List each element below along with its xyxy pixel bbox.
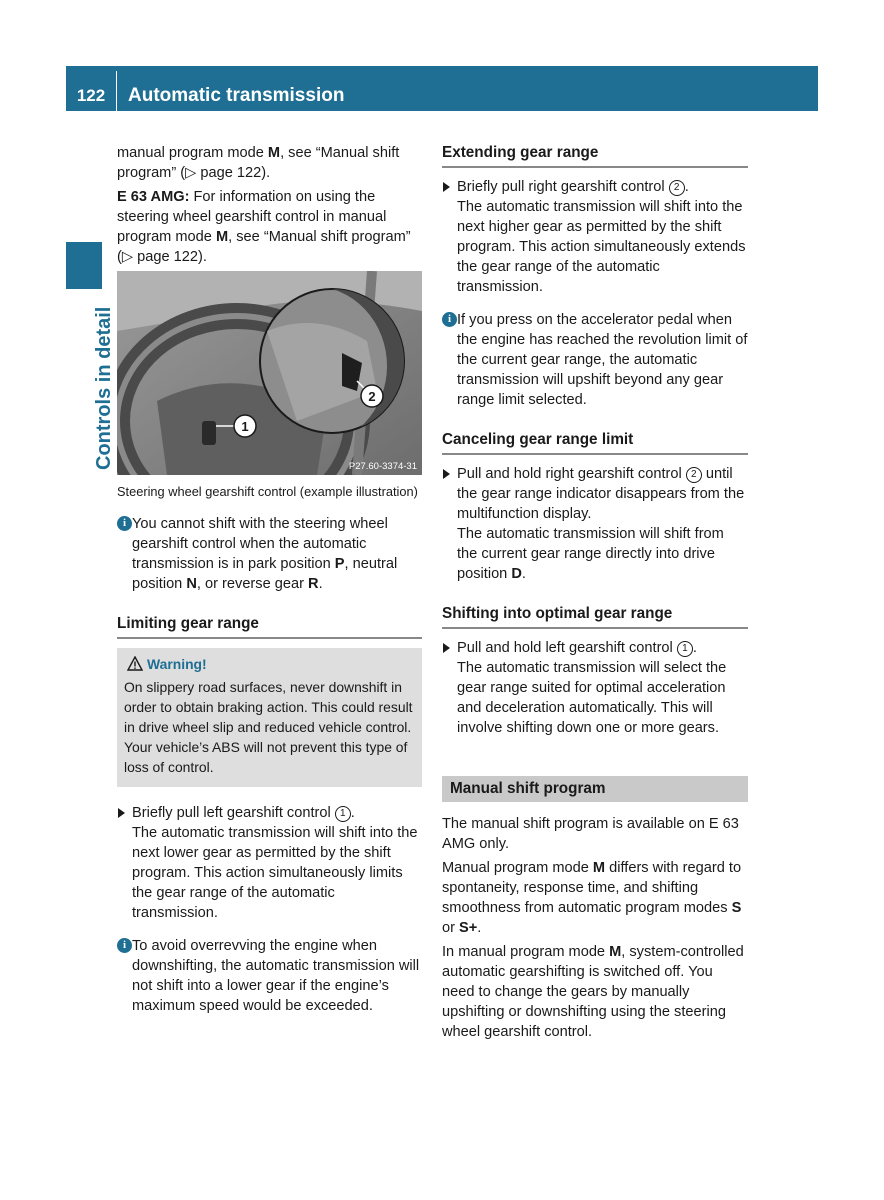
step-pull-right: Briefly pull right gearshift control 2 . The automatic transmission will shift into the next higher gear as permitted by the shift program. This action simultaneously extends the gear range of the automatic transmission. — [442, 177, 748, 297]
manual-paragraph-1: The manual shift program is available on E 63 AMG only. — [442, 816, 739, 852]
figure-caption: Steering wheel gearshift control (example illustration) — [117, 484, 418, 499]
info-note-park: i You cannot shift with the steering wheel gearshift control when the automatic transmission is in park position P, neutral position N, or reverse gear R. — [117, 514, 422, 594]
callout-2: 2 — [368, 389, 376, 404]
info-note-accelerator: i If you press on the accelerator pedal when the engine has reached the revolution limit of the current gear range, the automatic transmission will upshift beyond any gear range limit selected. — [442, 310, 748, 410]
intro-paragraph: manual program mode M, see “Manual shift program” (▷ page 122). — [117, 145, 400, 181]
heading-extending-gear-range: Extending gear range — [442, 143, 748, 168]
step-pull-hold-left: Pull and hold left gearshift control 1 . The automatic transmission will select the gear range suited for optimal acceleration and deceleration automatically. This will involve shifting down one or more gears. — [442, 638, 748, 738]
step-arrow-icon — [443, 182, 450, 192]
callout-1: 1 — [241, 419, 249, 434]
steering-wheel-figure — [117, 271, 422, 475]
info-note-overrev: i To avoid overrevving the engine when downshifting, the automatic transmission will not shift into a lower gear if the engine’s maximum speed would be exceeded. — [117, 936, 422, 1016]
steering-wheel-illustration — [117, 271, 422, 475]
side-tab-label: Controls in detail — [93, 306, 115, 470]
step-arrow-icon — [443, 643, 450, 653]
page-header — [66, 66, 818, 111]
control-2-icon: 2 — [669, 180, 685, 196]
heading-shifting-optimal-gear-range: Shifting into optimal gear range — [442, 604, 748, 629]
manual-paragraph-2: Manual program mode M differs with regard to spontaneity, response time, and shifting smoothness from automatic program modes S or S+. — [442, 860, 742, 936]
step-arrow-icon — [443, 469, 450, 479]
warning-box — [117, 648, 422, 787]
control-1-icon: 1 — [335, 806, 351, 822]
step-pull-hold-right: Pull and hold right gearshift control 2 until the gear range indicator disappears from the multifunction display. The automatic transmission will shift from the current gear range directly into drive position D. — [442, 464, 748, 584]
side-tab-marker — [66, 242, 102, 289]
warning-triangle-icon — [127, 656, 143, 671]
page-number: 122 — [76, 86, 106, 105]
manual-paragraph-3: In manual program mode M, system-controlled automatic gearshifting is switched off. You need to change the gears by manually upshifting or downshifting using the steering wheel gearshift control. — [442, 944, 744, 1040]
left-column — [117, 143, 422, 1016]
step-pull-left: Briefly pull left gearshift control 1 . The automatic transmission will shift into the next lower gear as permitted by the shift program. This action simultaneously limits the gear range of the automatic transmission. — [117, 803, 422, 923]
heading-limiting-gear-range: Limiting gear range — [117, 614, 422, 639]
info-icon: i — [117, 516, 132, 531]
amg-paragraph: E 63 AMG: For information on using the steering wheel gearshift control in manual program mode M, see “Manual shift program” (▷ page 122). — [117, 189, 411, 265]
step-arrow-icon — [118, 808, 125, 818]
figure-code: P27.60-3374-31 — [348, 461, 417, 472]
control-1-icon: 1 — [677, 641, 693, 657]
heading-canceling-gear-range-limit: Canceling gear range limit — [442, 430, 748, 455]
page-title: Automatic transmission — [128, 85, 345, 106]
control-2-icon: 2 — [686, 467, 702, 483]
right-column — [442, 143, 748, 1046]
section-manual-shift-program: Manual shift program — [442, 776, 748, 802]
warning-title: Warning! — [124, 654, 416, 674]
warning-text: On slippery road surfaces, never downshift in order to obtain braking action. This could result in drive wheel slip and reduced vehicle control. Your vehicle’s ABS will not prevent this type of loss of control. — [124, 679, 413, 775]
info-icon: i — [117, 938, 132, 953]
header-divider — [116, 71, 117, 111]
info-icon: i — [442, 312, 457, 327]
